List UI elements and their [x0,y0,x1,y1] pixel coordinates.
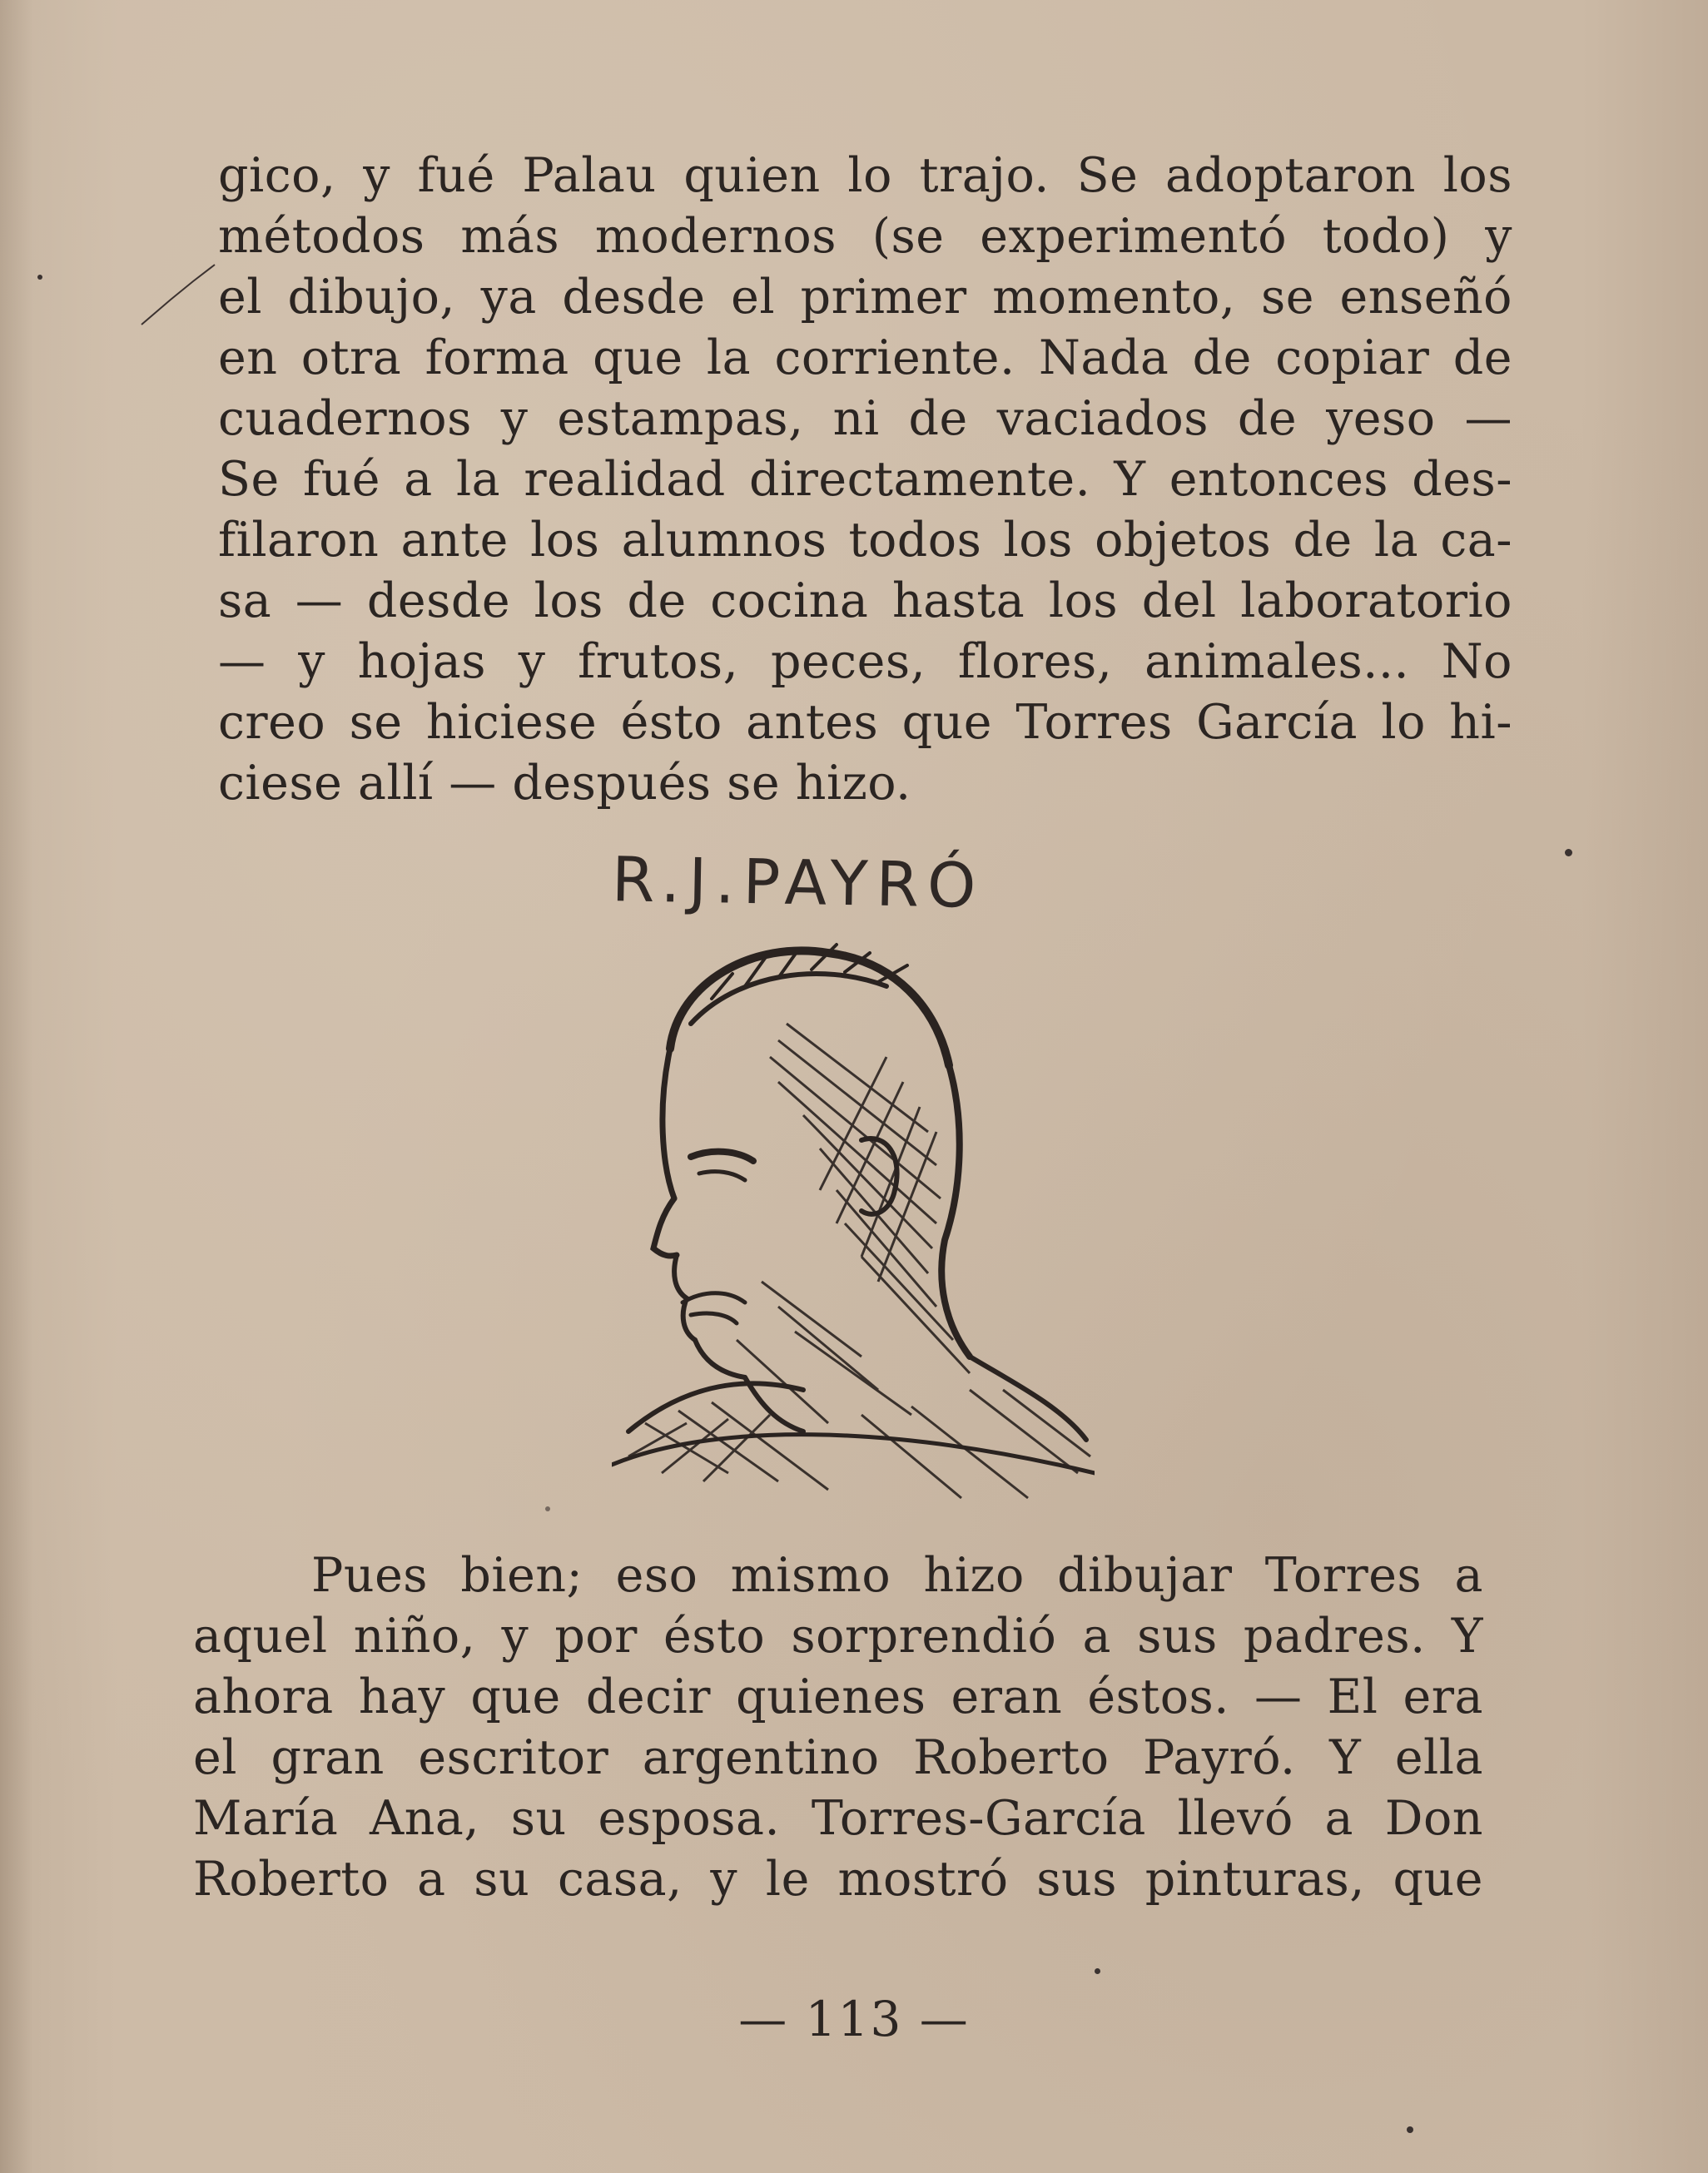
paper-speck [37,275,42,280]
paragraph-top [218,146,1512,814]
paper-speck [545,1506,550,1511]
text-line: filaron ante los alumnos todos los objetos de la ca- [218,513,1512,568]
text-line: el gran escritor argentino Roberto Payró. Y ella [193,1730,1483,1785]
text-line: cuadernos y estampas, ni de vaciados de yeso — [218,391,1512,446]
text-line: Roberto a su casa, y le mostró sus pinturas, que [193,1852,1483,1907]
paper-speck [1565,849,1572,856]
paper-crack [0,0,250,350]
text-line: gico, y fué Palau quien lo trajo. Se adoptaron los [218,148,1512,203]
text-line: el dibujo, ya desde el primer momento, se enseñó [218,270,1512,325]
paper-speck [1407,2126,1413,2133]
text-line: métodos más modernos (se experimentó todo) y [218,209,1512,264]
text-line: aquel niño, y por ésto sorprendió a sus padres. Y [193,1609,1483,1664]
text-line: María Ana, su esposa. Torres-García llevó a Don [193,1791,1483,1846]
text-line: — y hojas y frutos, peces, flores, animales... No [218,634,1512,689]
page-number: — 113 — [738,1991,970,2047]
text-line: en otra forma que la corriente. Nada de copiar de [218,330,1512,385]
paper-speck [1095,1968,1100,1974]
portrait-sketch [612,924,1095,1506]
text-line: sa — desde los de cocina hasta los del laboratorio [218,573,1512,628]
text-line: ahora hay que decir quienes eran éstos. — El era [193,1669,1483,1724]
illustration-caption: R.J.PAYRÓ [611,844,985,922]
text-line: Se fué a la realidad directamente. Y entonces des- [218,452,1512,507]
text-line: creo se hiciese ésto antes que Torres García lo hi- [218,695,1512,750]
text-line: ciese allí — después se hizo. [218,756,911,811]
text-line: Pues bien; eso mismo hizo dibujar Torres a [311,1548,1483,1603]
paragraph-bottom [193,1545,1483,1910]
